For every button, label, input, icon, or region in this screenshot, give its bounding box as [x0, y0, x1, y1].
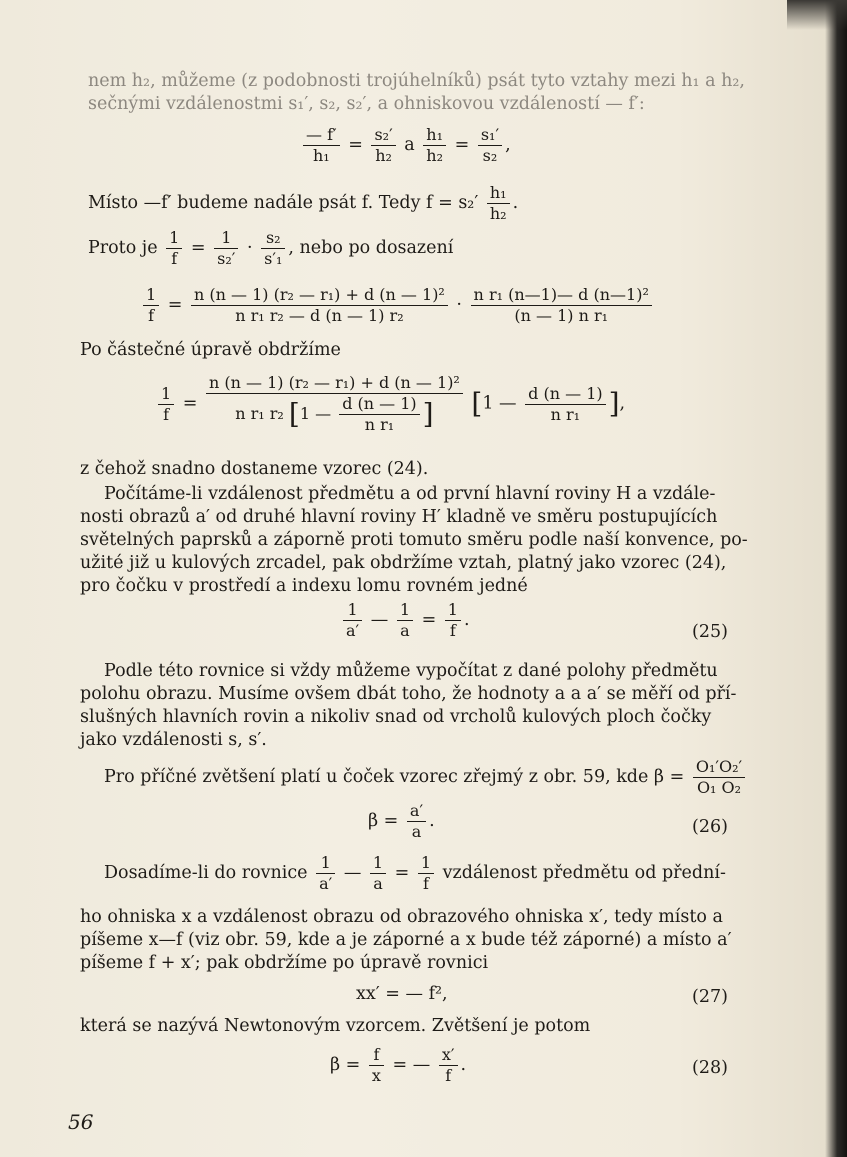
proto-line: Proto je $\frac{1}{f}$ = $\frac{1}{\text{s₂′}}$ · $\frac{\text{s₂}}{\text{s′₁}}$ , nebo po dosazení	[88, 228, 454, 268]
equation-27: xx′ = — f²,	[356, 984, 448, 1004]
paragraph-3-line-4: jako vzdálenosti s, s′.	[80, 730, 267, 750]
paragraph-4: Pro příčné zvětšení platí u čoček vzorec zřejmý z obr. 59, kde β = $\frac{\text{O₁′O₂′}}{\text{O₁ O₂}}$	[104, 757, 748, 798]
upravy-line: Po částečné úpravě obdržíme	[80, 340, 341, 360]
paragraph-3-line-3: slušných hlavních rovin a nikoliv snad od vrcholů kulových ploch čočky	[80, 707, 712, 727]
paragraph-2-line-3: světelných paprsků a záporně proti tomuto směru podle naší konvence, po-	[80, 530, 748, 550]
equation-26: β = $\frac{a'}{a}$ .	[368, 801, 435, 841]
page-number: 56	[68, 1110, 94, 1134]
book-spine-shadow	[825, 0, 847, 1157]
equation-25-label: (25)	[692, 622, 728, 642]
paragraph-5-line-2: ho ohniska x a vzdálenost obrazu od obrazového ohniska x′, tedy místo a	[80, 907, 723, 927]
paragraph-5-line-1: Dosadíme-li do rovnice $\frac{1}{a'}$ — $\frac{1}{a}$ = $\frac{1}{f}$ vzdálenost předmětu od přední-	[104, 853, 726, 893]
paragraph-5-line-3: píšeme x—f (viz obr. 59, kde a je záporné a x bude též záporné) a místo a′	[80, 930, 732, 950]
paragraph-2-line-2: nosti obrazů a′ od druhé hlavní roviny H′ kladně ve směru postupujících	[80, 507, 718, 527]
paragraph-2-line-1: Počítáme-li vzdálenost předmětu a od první hlavní roviny H a vzdále-	[104, 484, 716, 504]
equation-ratio: $\frac{— f'}{\text{h₁}}$ = $\frac{\text{s₂′}}{\text{h₂}}$ a $\frac{\text{h₁}}{\text{h₂}}$ = $\frac{\text{s₁′}}{\text{s₂}}$ ,	[300, 125, 511, 166]
equation-28: β = $\frac{f}{x}$ = — $\frac{x'}{f}$ .	[330, 1045, 467, 1085]
equation-long: $\frac{1}{f}$ = $\frac{\text{n (n — 1) (r₂ — r₁) + d (n — 1)²}}{\text{n r₁ r₂ — d (n — 1) r₂}}$ · $\frac{\text{n r₁ (n—1)— d (n—1)²}}{\text{(n — 1) n r₁}}$	[140, 285, 655, 326]
paragraph-6: která se nazývá Newtonovým vzorcem. Zvětšení je potom	[80, 1016, 591, 1036]
misto-line: Místo —f′ budeme nadále psát f. Tedy f = s₂′ $\frac{\text{h₁}}{\text{h₂}}$ .	[88, 183, 519, 223]
equation-25: $\frac{1}{a'}$ — $\frac{1}{a}$ = $\frac{1}{f}$ .	[340, 600, 470, 641]
faded-text-line-1: nem h₂, můžeme (z podobnosti trojúhelníků) psát tyto vztahy mezi h₁ a h₂,	[88, 71, 745, 91]
equation-26-label: (26)	[692, 817, 728, 837]
paragraph-2-line-4: užité již u kulových zrcadel, pak obdržíme vztah, platný jako vzorec (24),	[80, 553, 727, 573]
book-spine-top-shadow	[787, 0, 847, 30]
paragraph-3-line-1: Podle této rovnice si vždy můžeme vypočítat z dané polohy předmětu	[104, 661, 718, 681]
paragraph-5-line-4: píšeme f + x′; pak obdržíme po úpravě rovnici	[80, 953, 489, 973]
equation-bracket: $\frac{1}{f}$ = n (n — 1) (r₂ — r₁) + d (n — 1)² n r₁ r₂ [1 — $\frac{d (n — 1)}{\text{n r₁}}$ ] [1 — $\frac{d (n — 1)}{\text{n r₁}}$ ],	[155, 373, 625, 435]
equation-28-label: (28)	[692, 1058, 728, 1078]
paragraph-2-line-5: pro čočku v prostředí a indexu lomu rovném jedné	[80, 576, 528, 596]
paragraph-1: z čehož snadno dostaneme vzorec (24).	[80, 459, 429, 479]
equation-27-label: (27)	[692, 987, 728, 1007]
faded-text-line-2: sečnými vzdálenostmi s₁′, s₂, s₂′, a ohniskovou vzdáleností — f′:	[88, 94, 645, 114]
paragraph-3-line-2: polohu obrazu. Musíme ovšem dbát toho, že hodnoty a a a′ se měří od pří-	[80, 684, 737, 704]
